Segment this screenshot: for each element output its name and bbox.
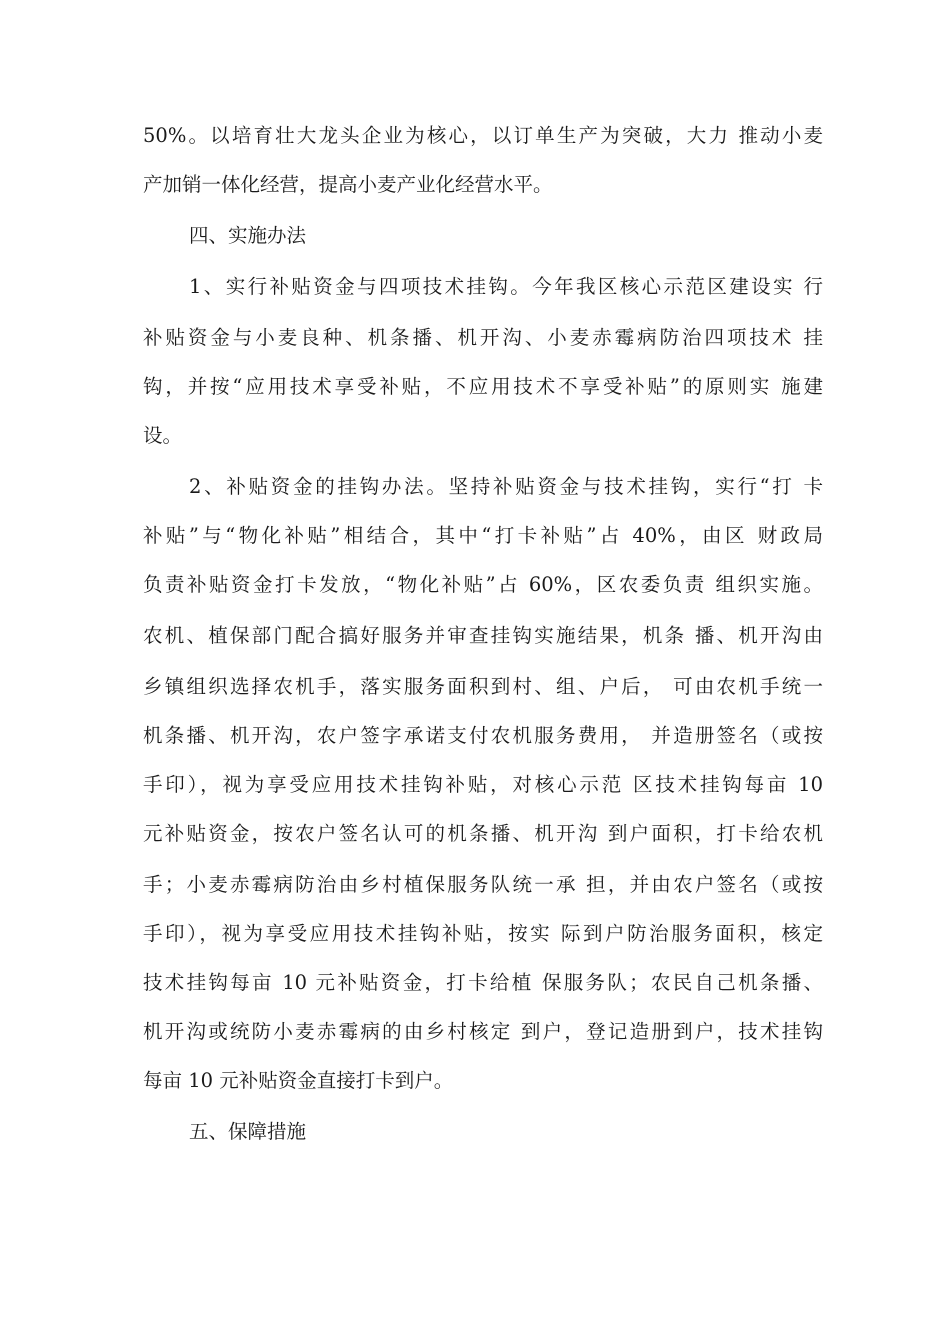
text-line: 手印），视为享受应用技术挂钩补贴，按实 际到户防治服务面积，核定 xyxy=(143,922,823,945)
text-line: 农机、植保部门配合搞好服务并审查挂钩实施结果，机条 播、机开沟由 xyxy=(143,624,823,647)
text-line: 产加销一体化经营，提高小麦产业化经营水平。 xyxy=(143,173,553,196)
section-heading: 五、保障措施 xyxy=(189,1120,307,1143)
text-line: 每亩 10 元补贴资金直接打卡到户。 xyxy=(143,1069,454,1092)
text-line: 2、补贴资金的挂钩办法。坚持补贴资金与技术挂钩，实行“打 卡 xyxy=(189,475,823,498)
text-line: 负责补贴资金打卡发放，“物化补贴”占 60%，区农委负责 组织实施。 xyxy=(143,573,823,596)
text-line: 技术挂钩每亩 10 元补贴资金，打卡给植 保服务队；农民自己机条播、 xyxy=(143,971,823,994)
text-line: 乡镇组织选择农机手，落实服务面积到村、组、户后， 可由农机手统一 xyxy=(143,675,823,698)
text-line: 设。 xyxy=(143,424,183,447)
text-line: 补贴资金与小麦良种、机条播、机开沟、小麦赤霉病防治四项技术 挂 xyxy=(143,326,823,349)
text-line: 钩，并按“应用技术享受补贴，不应用技术不享受补贴”的原则实 施建 xyxy=(143,375,823,398)
text-line: 手印），视为享受应用技术挂钩补贴，对核心示范 区技术挂钩每亩 10 xyxy=(143,773,823,796)
text-line: 机条播、机开沟，农户签字承诺支付农机服务费用， 并造册签名（或按 xyxy=(143,724,823,747)
text-line: 机开沟或统防小麦赤霉病的由乡村核定 到户，登记造册到户，技术挂钩 xyxy=(143,1020,823,1043)
text-line: 补贴”与“物化补贴”相结合，其中“打卡补贴”占 40%，由区 财政局 xyxy=(143,524,823,547)
text-line: 50%。以培育壮大龙头企业为核心，以订单生产为突破，大力 推动小麦 xyxy=(143,124,823,147)
text-line: 手；小麦赤霉病防治由乡村植保服务队统一承 担，并由农户签名（或按 xyxy=(143,873,823,896)
text-line: 1、实行补贴资金与四项技术挂钩。今年我区核心示范区建设实 行 xyxy=(189,275,823,298)
text-line: 元补贴资金，按农户签名认可的机条播、机开沟 到户面积，打卡给农机 xyxy=(143,822,823,845)
section-heading: 四、实施办法 xyxy=(189,224,307,247)
